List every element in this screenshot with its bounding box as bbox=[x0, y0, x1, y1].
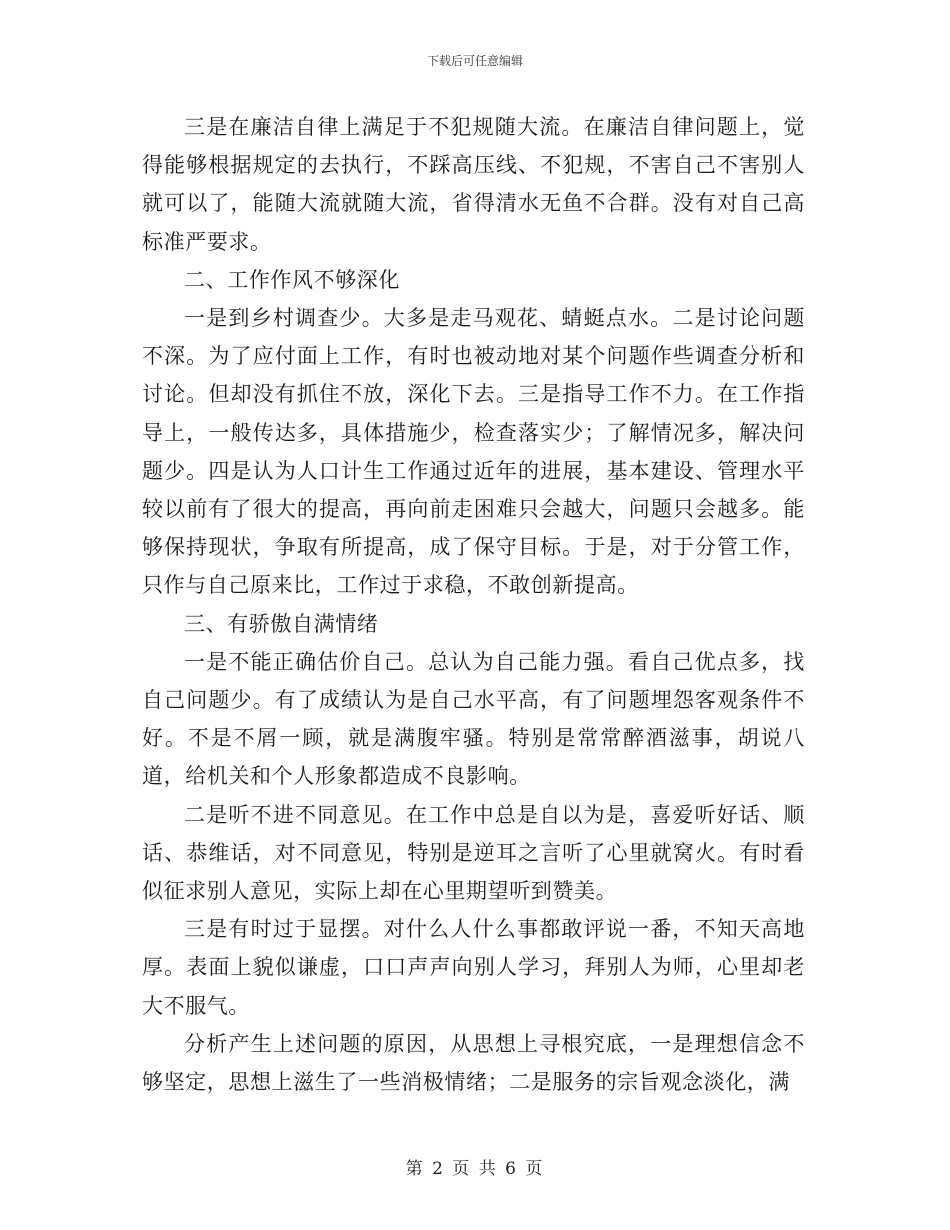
paragraph-cause-analysis: 分析产生上述问题的原因，从思想上寻根究底，一是理想信念不够坚定，思想上滋生了一些消极情绪；二是服务的宗旨观念淡化，满 bbox=[142, 1031, 805, 1095]
document-body bbox=[142, 108, 805, 1101]
section-heading-work-style: 二、工作作风不够深化 bbox=[184, 267, 400, 292]
page-number-footer: 第 2 页 共 6 页 bbox=[405, 1159, 545, 1179]
paragraph-self-assessment: 一是不能正确估价自己。总认为自己能力强。看自己优点多，找自己问题少。有了成绩认为是自己水平高，有了问题埋怨客观条件不好。不是不屑一顾，就是满腹牢骚。特别是常常醉酒滋事，胡说八道，给机关和个人形象都造成不良影响。 bbox=[142, 649, 805, 789]
paragraph-showing-off: 三是有时过于显摆。对什么人什么事都敢评说一番，不知天高地厚。表面上貌似谦虚，口口声声向别人学习，拜别人为师，心里却老大不服气。 bbox=[142, 917, 805, 1018]
paragraph-work-style: 一是到乡村调查少。大多是走马观花、蜻蜓点水。二是讨论问题不深。为了应付面上工作，有时也被动地对某个问题作些调查分析和讨论。但却没有抓住不放，深化下去。三是指导工作不力。在工作指导上，一般传达多，具体措施少，检查落实少；了解情况多，解决问题少。四是认为人口计生工作通过近年的进展，基本建设、管理水平较以前有了很大的提高，再向前走困难只会越大，问题只会越多。能够保持现状，争取有所提高，成了保守目标。于是，对于分管工作，只作与自己原来比，工作过于求稳，不敢创新提高。 bbox=[142, 306, 805, 598]
section-heading-arrogance: 三、有骄傲自满情绪 bbox=[184, 611, 379, 636]
paragraph-opinions: 二是听不进不同意见。在工作中总是自以为是，喜爱听好话、顺话、恭维话，对不同意见，特别是逆耳之言听了心里就窝火。有时看似征求别人意见，实际上却在心里期望听到赞美。 bbox=[142, 802, 805, 904]
page-header: 下载后可任意编辑 bbox=[426, 54, 523, 68]
paragraph-self-discipline: 三是在廉洁自律上满足于不犯规随大流。在廉洁自律问题上，觉得能够根据规定的去执行，不踩高压线、不犯规，不害自己不害别人就可以了，能随大流就随大流，省得清水无鱼不合群。没有对自己高标准严要求。 bbox=[142, 115, 805, 254]
